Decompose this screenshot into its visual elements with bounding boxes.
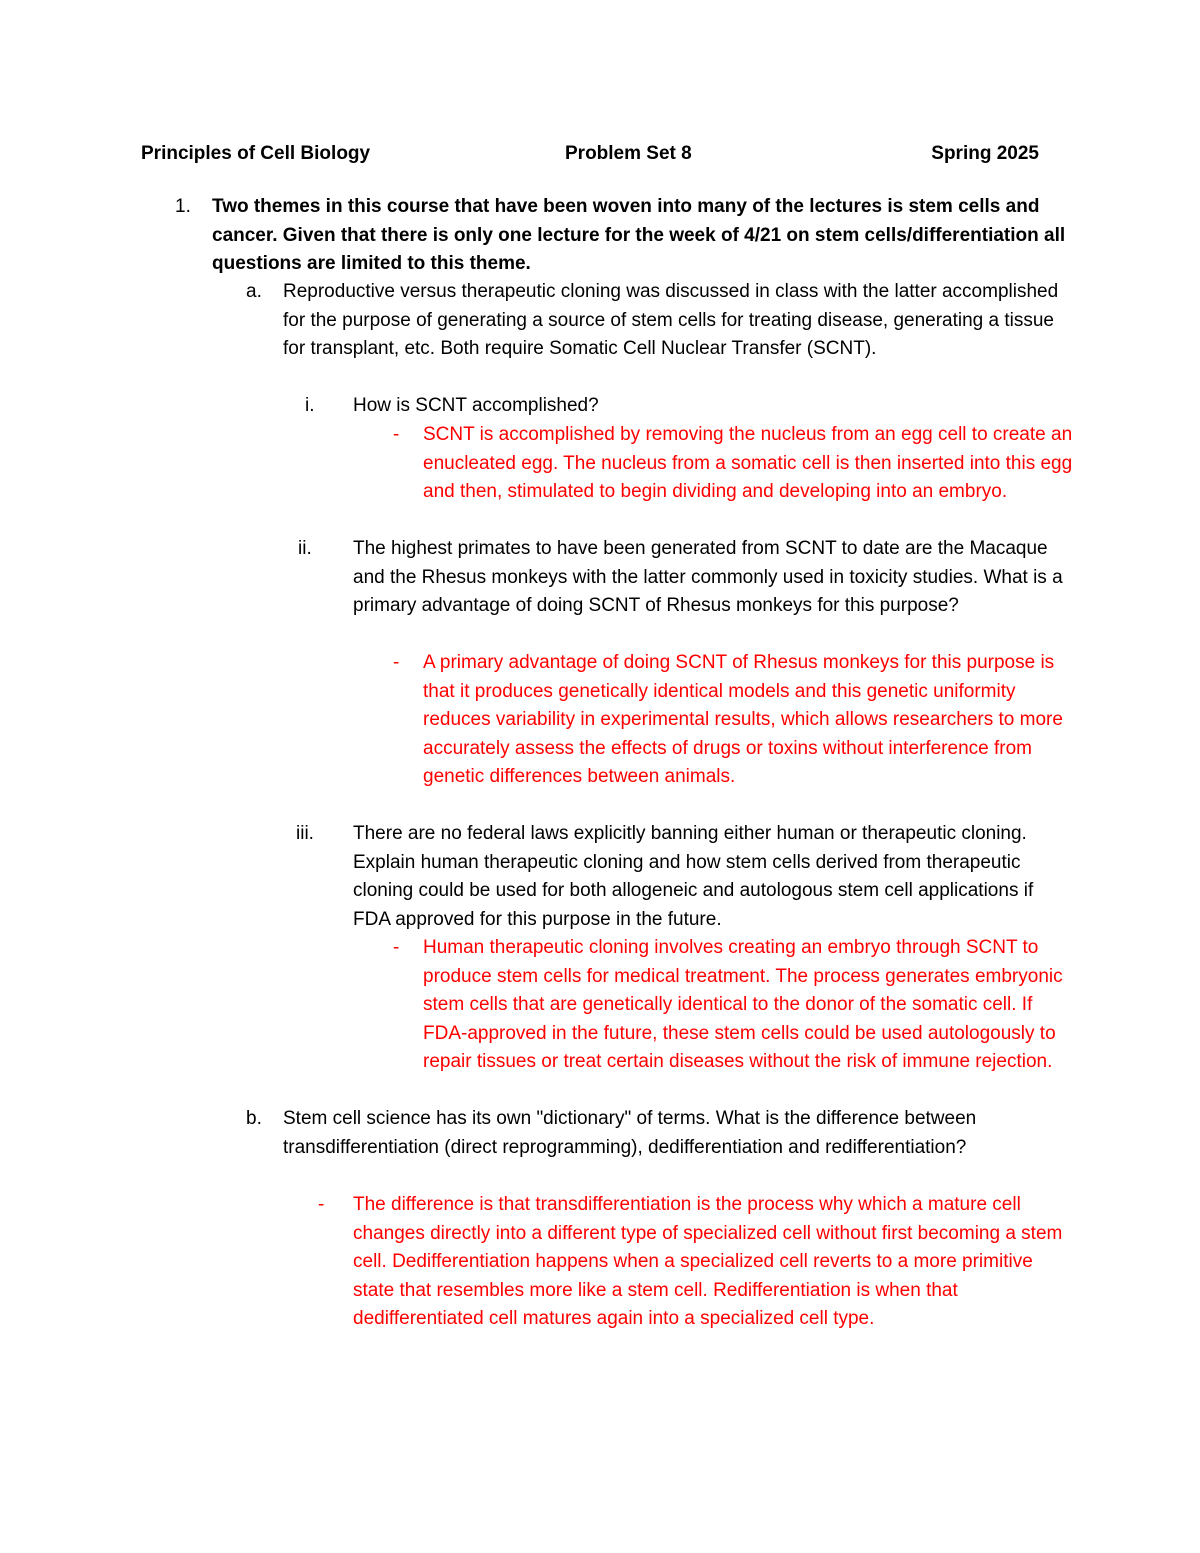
sub-ii-marker: ii. [298,538,312,559]
document-header [141,140,1041,170]
sub-ii-answer: A primary advantage of doing SCNT of Rhesus monkeys for this purpose is that it produces genetically identical models and this genetic uniformity reduces variability in experimental results, which allows researchers to more accurately assess the effects of drugs or toxins without interference from genetic differences between animals. [423,652,1063,787]
course-title: Principles of Cell Biology [141,143,371,164]
sub-i-prompt: How is SCNT accomplished? [353,395,599,416]
sub-i-answer-bullet: - [393,424,400,445]
sub-i-answer: SCNT is accomplished by removing the nucleus from an egg cell to create an enucleated egg. The nucleus from a somatic cell is then inserted into this egg and then, stimulated to begin dividing and developing into an embryo. [423,424,1073,502]
part-b-answer-bullet: - [318,1194,325,1215]
sub-i-marker: i. [305,395,315,416]
sub-iii-prompt: There are no federal laws explicitly banning either human or therapeutic cloning. Explain human therapeutic cloning and how stem cells derived from therapeutic cloning could be used for both allogeneic and autologous stem cell applications if FDA approved for this purpose in the future. [353,823,1034,930]
question-1-number: 1. [175,196,191,217]
part-b-marker: b. [246,1108,262,1129]
sub-ii-prompt: The highest primates to have been generated from SCNT to date are the Macaque and the Rhesus monkeys with the latter commonly used in toxicity studies. What is a primary advantage of doing SCNT of Rhesus monkeys for this purpose? [353,538,1063,616]
sub-ii-answer-bullet: - [393,652,400,673]
sub-iii-marker: iii. [296,823,314,844]
question-1-prompt: Two themes in this course that have been woven into many of the lectures is stem cells and cancer. Given that there is only one lecture for the week of 4/21 on stem cells/differentiation all questions are limited to this theme. [212,196,1066,274]
part-b-answer: The difference is that transdifferentiation is the process why which a mature cell changes directly into a different type of specialized cell without first becoming a stem cell. Dedifferentiation happens when a specialized cell reverts to a more primitive state that resembles more like a stem cell. Redifferentiation is when that dedifferentiated cell matures again into a specialized cell type. [353,1194,1063,1329]
problem-set-title: Problem Set 8 [565,143,692,164]
sub-iii-answer: Human therapeutic cloning involves creating an embryo through SCNT to produce stem cells for medical treatment. The process generates embryonic stem cells that are genetically identical to the donor of the somatic cell. If FDA-approved in the future, these stem cells could be used autologously to repair tissues or treat certain diseases without the risk of immune rejection. [423,937,1063,1072]
term-label: Spring 2025 [931,143,1039,164]
sub-iii-answer-bullet: - [393,937,400,958]
part-a-prompt: Reproductive versus therapeutic cloning was discussed in class with the latter accomplished for the purpose of generating a source of stem cells for treating disease, generating a tissue for transplant, etc. Both require Somatic Cell Nuclear Transfer (SCNT). [283,281,1059,359]
part-a-marker: a. [246,281,262,302]
part-b-prompt: Stem cell science has its own "dictionary" of terms. What is the difference between transdifferentiation (direct reprogramming), dedifferentiation and redifferentiation? [283,1108,977,1158]
